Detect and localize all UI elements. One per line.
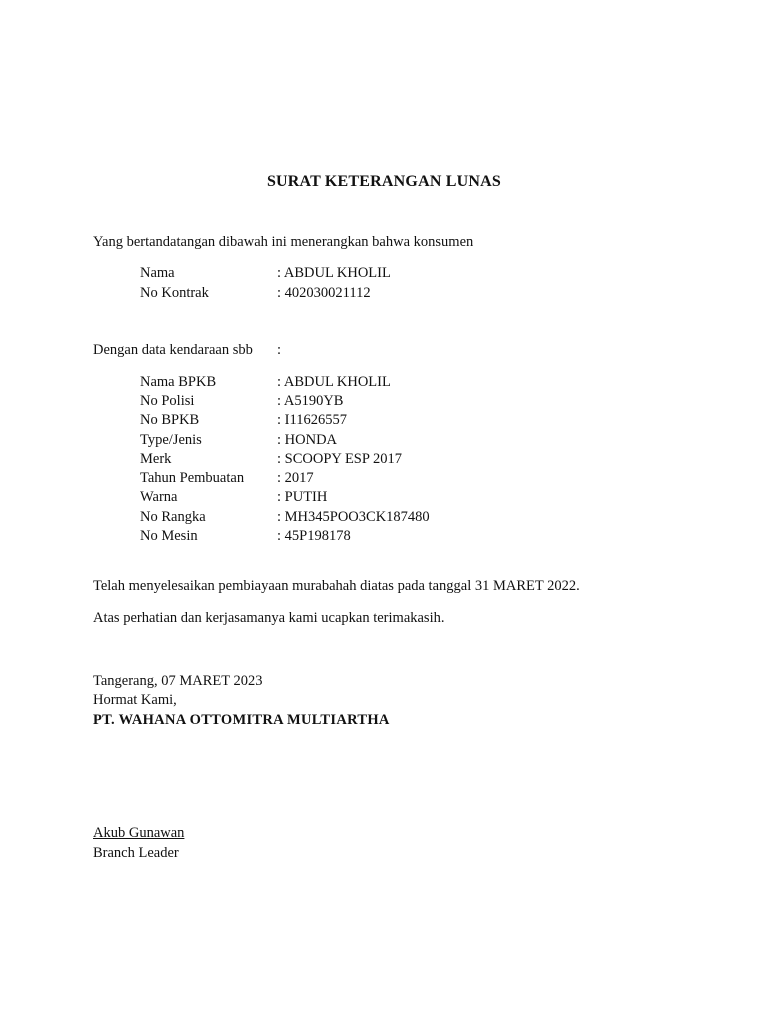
statement-text: Telah menyelesaikan pembiayaan murabahah diatas pada tanggal 31 MARET 2022. <box>93 578 580 594</box>
field-label: No Polisi <box>140 393 195 409</box>
field-label: Tahun Pembuatan <box>140 470 245 486</box>
field-label: Type/Jenis <box>140 432 202 448</box>
field-value: : 402030021112 <box>277 285 371 301</box>
field-label: No Kontrak <box>140 285 209 301</box>
field-label: No BPKB <box>140 412 200 428</box>
customer-row-nama <box>140 265 580 284</box>
field-value: : ABDUL KHOLIL <box>277 374 391 390</box>
field-label: Nama <box>140 265 175 281</box>
field-value: : PUTIH <box>277 489 328 505</box>
field-value: : I11626557 <box>277 412 347 428</box>
field-label: Nama BPKB <box>140 374 217 390</box>
field-value: : 2017 <box>277 470 314 486</box>
vehicle-intro-colon: : <box>277 342 282 358</box>
vehicle-intro-text: Dengan data kendaraan sbb <box>93 342 253 358</box>
intro-text: Yang bertandatangan dibawah ini menerangkan bahwa konsumen <box>93 234 474 250</box>
signer-title: Branch Leader <box>93 845 179 861</box>
signer-name: Akub Gunawan <box>93 825 185 841</box>
vehicle-row-no-bpkb <box>140 412 580 431</box>
field-value: : A5190YB <box>277 393 344 409</box>
field-value: : MH345POO3CK187480 <box>277 509 430 525</box>
vehicle-row-type-jenis <box>140 432 580 451</box>
vehicle-row-merk <box>140 451 580 470</box>
company-name: PT. WAHANA OTTOMITRA MULTIARTHA <box>93 712 390 728</box>
vehicle-row-nama-bpkb <box>140 374 580 393</box>
thanks-text: Atas perhatian dan kerjasamanya kami ucapkan terimakasih. <box>93 610 445 626</box>
field-value: : HONDA <box>277 432 338 448</box>
place-date: Tangerang, 07 MARET 2023 <box>93 673 263 689</box>
document-title: SURAT KETERANGAN LUNAS <box>266 173 502 190</box>
field-value: : 45P198178 <box>277 528 351 544</box>
field-label: No Mesin <box>140 528 198 544</box>
vehicle-row-no-rangka <box>140 509 580 528</box>
field-label: Merk <box>140 451 172 467</box>
field-label: No Rangka <box>140 509 206 525</box>
vehicle-row-no-mesin <box>140 528 580 547</box>
field-value: : SCOOPY ESP 2017 <box>277 451 403 467</box>
vehicle-row-warna <box>140 489 580 508</box>
vehicle-row-no-polisi <box>140 393 580 412</box>
field-value: : ABDUL KHOLIL <box>277 265 391 281</box>
customer-row-no-kontrak <box>140 285 580 304</box>
field-label: Warna <box>140 489 178 505</box>
closing-text: Hormat Kami, <box>93 692 177 708</box>
vehicle-row-tahun-pembuatan <box>140 470 580 489</box>
